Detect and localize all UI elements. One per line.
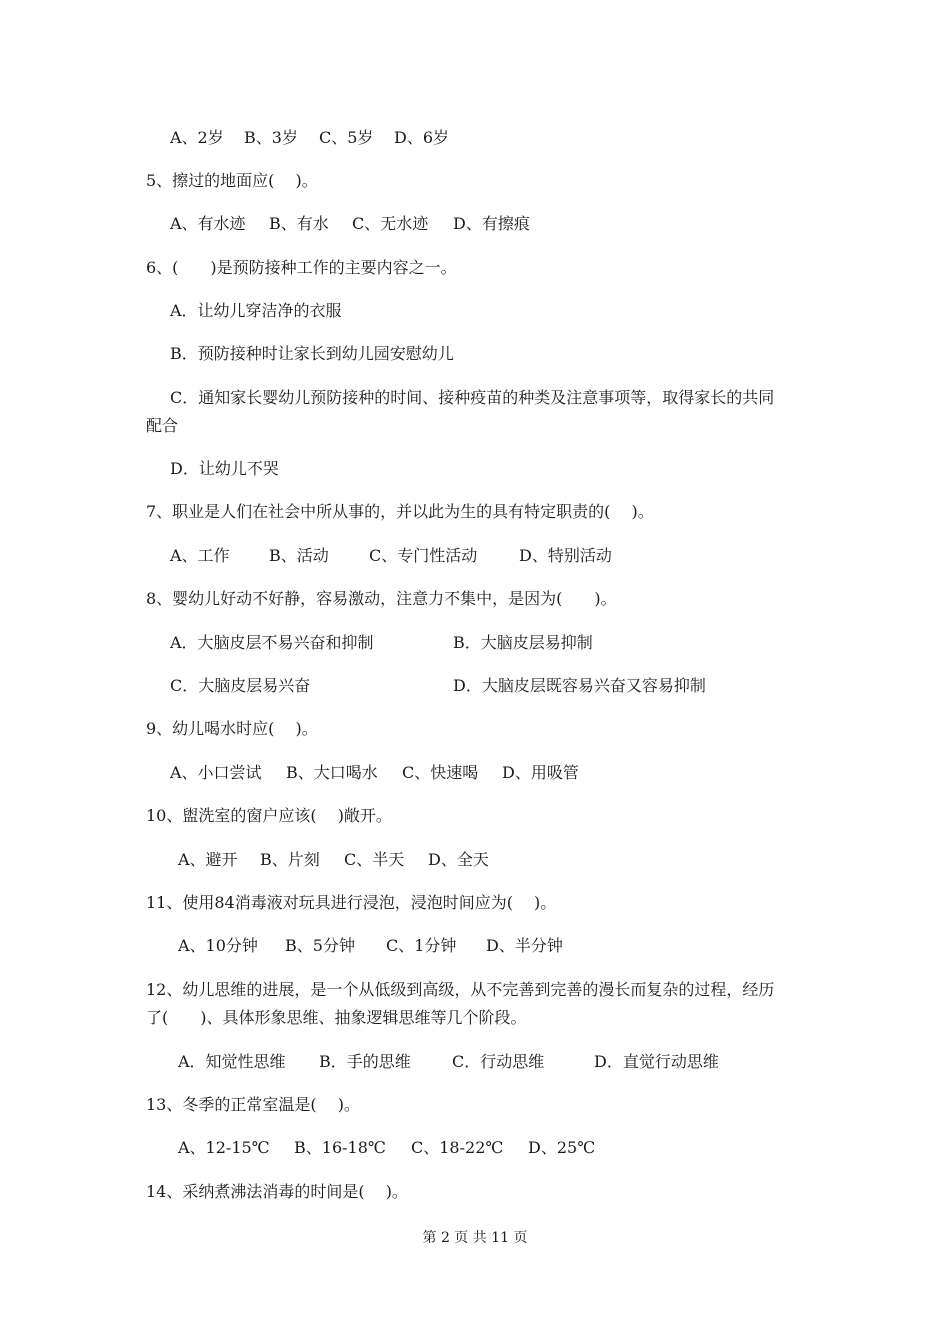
option-b: B．大脑皮层易抑制 bbox=[453, 633, 593, 652]
question-12-continued: 了( )、具体形象思维、抽象逻辑思维等几个阶段。 bbox=[146, 1008, 527, 1027]
q6-option-d: D．让幼儿不哭 bbox=[170, 459, 279, 478]
option-d: D、25℃ bbox=[528, 1138, 596, 1157]
q6-option-a: A．让幼儿穿洁净的衣服 bbox=[170, 301, 342, 320]
option-d: D．直觉行动思维 bbox=[594, 1052, 719, 1071]
option-a: A、有水迹 bbox=[170, 214, 246, 233]
q6-option-c-continued: 配合 bbox=[146, 416, 179, 435]
option-c: C、快速喝 bbox=[402, 763, 479, 782]
option-d: D、用吸管 bbox=[502, 763, 579, 782]
option-b: B、16-18℃ bbox=[294, 1138, 386, 1157]
question-11: 11、使用84消毒液对玩具进行浸泡，浸泡时间应为( )。 bbox=[146, 893, 557, 912]
option-c: C．行动思维 bbox=[452, 1052, 545, 1071]
option-b: B、5分钟 bbox=[285, 936, 355, 955]
question-7: 7、职业是人们在社会中所从事的，并以此为生的具有特定职责的( )。 bbox=[146, 502, 654, 521]
option-d: D、半分钟 bbox=[486, 936, 563, 955]
option-a: A、12-15℃ bbox=[178, 1138, 270, 1157]
option-a: A．知觉性思维 bbox=[178, 1052, 286, 1071]
option-b: B、有水 bbox=[269, 214, 329, 233]
option-d: D、特别活动 bbox=[519, 546, 612, 565]
option-a: A、避开 bbox=[178, 850, 238, 869]
option-a: A、小口尝试 bbox=[170, 763, 262, 782]
option-a: A、工作 bbox=[170, 546, 230, 565]
question-13: 13、冬季的正常室温是( )。 bbox=[146, 1095, 360, 1114]
question-14: 14、采纳煮沸法消毒的时间是( )。 bbox=[146, 1182, 408, 1201]
option-c: C、5岁 bbox=[319, 128, 374, 147]
question-6: 6、( )是预防接种工作的主要内容之一。 bbox=[146, 258, 457, 277]
option-c: C、无水迹 bbox=[352, 214, 429, 233]
question-12: 12、幼儿思维的进展，是一个从低级到高级，从不完善到完善的漫长而复杂的过程，经历 bbox=[146, 980, 775, 999]
option-b: B、片刻 bbox=[260, 850, 320, 869]
option-c: C．大脑皮层易兴奋 bbox=[170, 676, 311, 695]
q6-option-b: B．预防接种时让家长到幼儿园安慰幼儿 bbox=[170, 344, 454, 363]
option-b: B、3岁 bbox=[244, 128, 298, 147]
option-b: B．手的思维 bbox=[319, 1052, 411, 1071]
q6-option-c: C．通知家长婴幼儿预防接种的时间、接种疫苗的种类及注意事项等，取得家长的共同 bbox=[170, 388, 775, 407]
option-a: A．大脑皮层不易兴奋和抑制 bbox=[170, 633, 374, 652]
question-8: 8、婴幼儿好动不好静，容易激动，注意力不集中，是因为( )。 bbox=[146, 589, 617, 608]
option-d: D、6岁 bbox=[394, 128, 450, 147]
option-c: C、半天 bbox=[344, 850, 405, 869]
option-d: D．大脑皮层既容易兴奋又容易抑制 bbox=[453, 676, 706, 695]
option-c: C、1分钟 bbox=[386, 936, 457, 955]
option-b: B、活动 bbox=[269, 546, 329, 565]
option-d: D、全天 bbox=[428, 850, 489, 869]
option-a: A、10分钟 bbox=[178, 936, 258, 955]
option-c: C、18-22℃ bbox=[411, 1138, 504, 1157]
question-9: 9、幼儿喝水时应( )。 bbox=[146, 719, 318, 738]
option-b: B、大口喝水 bbox=[286, 763, 378, 782]
option-d: D、有擦痕 bbox=[453, 214, 530, 233]
option-c: C、专门性活动 bbox=[369, 546, 478, 565]
option-a: A、2岁 bbox=[170, 128, 224, 147]
page-footer: 第 2 页 共 11 页 bbox=[422, 1230, 528, 1246]
question-5: 5、擦过的地面应( )。 bbox=[146, 171, 318, 190]
question-10: 10、盥洗室的窗户应该( )敞开。 bbox=[146, 806, 392, 825]
